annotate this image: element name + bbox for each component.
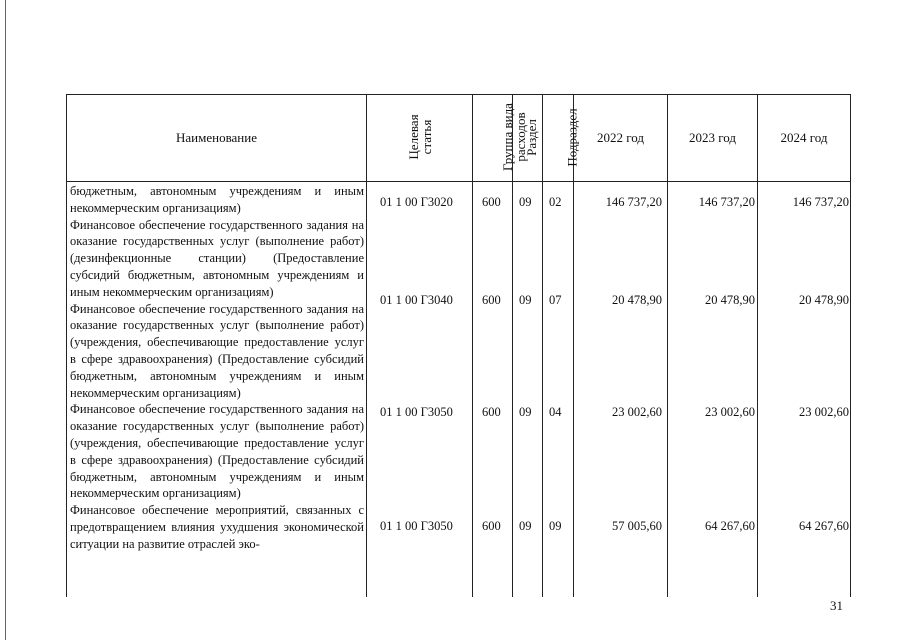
value-2024-cell: 23 002,60 [799, 405, 849, 419]
subsection-cell: 02 [549, 195, 562, 209]
section-cell: 09 [519, 519, 532, 533]
target-article-cell: 01 1 00 Г3040 [380, 293, 453, 307]
header-section: Раздел [513, 95, 543, 182]
value-2023-cell: 146 737,20 [698, 195, 755, 209]
name-paragraph: Финансовое обеспечение государственного задания на оказание государственных услуг (выполнение работ) (учреждения, обеспечивающие предоставление услуг в сфере здравоохранения) (Предоставление субсидий бюджетным, автономным учреждениям и иным некоммерческим организациям) [70, 402, 364, 501]
subsection-column [543, 182, 574, 597]
name-paragraph: бюджетным, автономным учреждениям и иным некоммерческим организациям) [70, 184, 364, 215]
y2024-column [758, 182, 851, 597]
header-target-article: Целевая статья [367, 95, 473, 182]
table-body-row [67, 182, 851, 597]
value-2022-cell: 57 005,60 [612, 519, 662, 533]
target-article-cell: 01 1 00 Г3020 [380, 195, 453, 209]
target-article-cell: 01 1 00 Г3050 [380, 405, 453, 419]
name-paragraph: Финансовое обеспечение государственного задания на оказание государственных услуг (выполнение работ) (дезинфекционные станции) (Предоставление субсидий бюджетным, автономным учреждениям и иным некоммерческим организациям) [70, 217, 364, 299]
target-column [367, 182, 473, 597]
header-2024: 2024 год [758, 95, 851, 182]
subsection-cell: 04 [549, 405, 562, 419]
value-2024-cell: 20 478,90 [799, 293, 849, 307]
value-2022-cell: 23 002,60 [612, 405, 662, 419]
value-2023-cell: 64 267,60 [705, 519, 755, 533]
header-2022: 2022 год [574, 95, 668, 182]
value-2023-cell: 20 478,90 [705, 293, 755, 307]
value-2022-cell: 146 737,20 [605, 195, 662, 209]
y2022-column [574, 182, 668, 597]
expense-group-cell: 600 [482, 293, 501, 307]
name-paragraph: Финансовое обеспечение государственного задания на оказание государственных услуг (выполнение работ) (учреждения, обеспечивающие предоставление услуг в сфере здравоохранения) (Предоставление субсидий бюджетным, автономным учреждениям и иным некоммерческим организациям) [70, 301, 364, 400]
header-2023: 2023 год [668, 95, 758, 182]
table-header-row [67, 95, 851, 182]
name-paragraph: Финансовое обеспечение мероприятий, связанных с предотвращением влияния ухудшения экономической ситуации на развитие отраслей эко- [70, 503, 364, 551]
section-cell: 09 [519, 293, 532, 307]
section-cell: 09 [519, 405, 532, 419]
header-name: Наименование [67, 95, 367, 182]
header-expense-group: Группа вида расходов [473, 95, 513, 182]
section-cell: 09 [519, 195, 532, 209]
subsection-cell: 09 [549, 519, 562, 533]
value-2024-cell: 64 267,60 [799, 519, 849, 533]
header-subsection: Подраздел [543, 95, 574, 182]
expense-group-cell: 600 [482, 405, 501, 419]
target-article-cell: 01 1 00 Г3050 [380, 519, 453, 533]
value-2023-cell: 23 002,60 [705, 405, 755, 419]
expense-group-cell: 600 [482, 519, 501, 533]
name-column [67, 182, 367, 597]
group-column [473, 182, 513, 597]
value-2022-cell: 20 478,90 [612, 293, 662, 307]
value-2024-cell: 146 737,20 [792, 195, 849, 209]
page-number: 31 [830, 598, 843, 613]
section-column [513, 182, 543, 597]
y2023-column [668, 182, 758, 597]
margin-line [5, 0, 6, 640]
subsection-cell: 07 [549, 293, 562, 307]
expense-group-cell: 600 [482, 195, 501, 209]
